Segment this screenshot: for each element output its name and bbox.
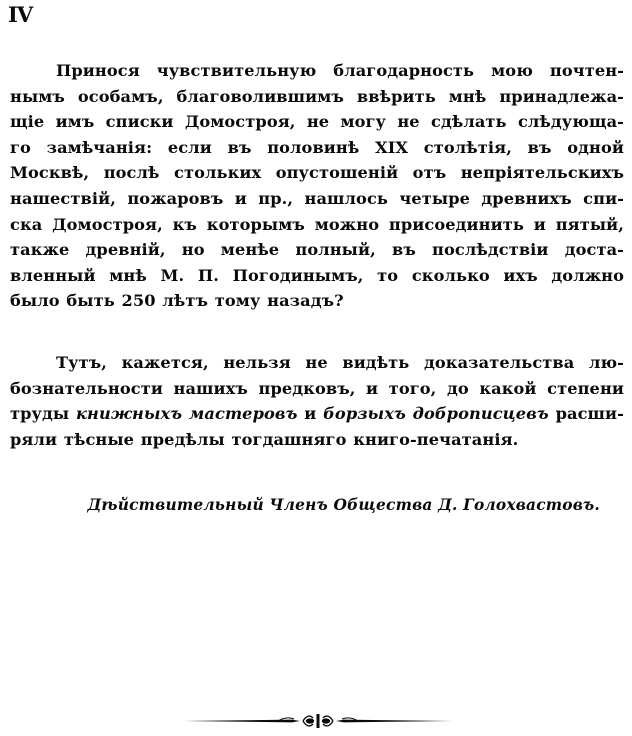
paragraph-line: нымъ особамъ, благоволившимъ ввѣрить мнѣ принадлежа-	[10, 86, 624, 106]
page-number: IV	[8, 2, 33, 27]
paragraph-line: также древній, но менѣе полный, въ послѣдствіи доста-	[10, 240, 624, 260]
paragraph-line: ряли тѣсные предѣлы тогдашняго книго-печатанія.	[10, 429, 519, 449]
paragraph-line: нашествій, пожаровъ и пр., нашлось четыре древнихъ спи-	[10, 188, 624, 208]
italic-phrase: борзыхъ доброписцевъ	[323, 404, 549, 424]
paragraph-line: Тутъ, кажется, нельзя не видѣть доказательства лю-	[56, 353, 624, 372]
text-run: и	[304, 404, 317, 424]
paragraph-line-mixed	[10, 401, 624, 427]
paragraph-line: Москвѣ, послѣ стольких опустошеній отъ непріятельскихъ	[10, 163, 624, 183]
paragraph-line: Принося чувствительную благодарность мою почтен-	[56, 61, 624, 80]
paragraph-line: ска Домостроя, къ которымъ можно присоединить и пятый,	[10, 214, 624, 234]
italic-phrase: книжныхъ мастеровъ	[76, 404, 298, 424]
paragraph-line: было быть 250 лѣтъ тому назадъ?	[10, 291, 344, 311]
paragraph-line: бознательности нашихъ предковъ, и того, до какой степени	[10, 378, 624, 398]
paragraph-line: вленный мнѣ М. П. Погодинымъ, то сколько ихъ должно	[10, 265, 624, 285]
text-run: труды	[10, 404, 70, 424]
signature: Дѣйствительный Членъ Общества Д. Голохвастовъ.	[87, 496, 600, 514]
paragraph-acknowledgement	[10, 58, 624, 314]
text-run: расши-	[555, 404, 624, 424]
decorative-rule-icon	[182, 710, 454, 732]
paragraph-conclusion	[10, 350, 624, 452]
paragraph-line: щіе имъ списки Домостроя, не могу не сдѣлать слѣдующа-	[10, 112, 624, 132]
paragraph-line: го замѣчанія: если въ половинѣ XIX столѣтія, въ одной	[10, 137, 624, 157]
